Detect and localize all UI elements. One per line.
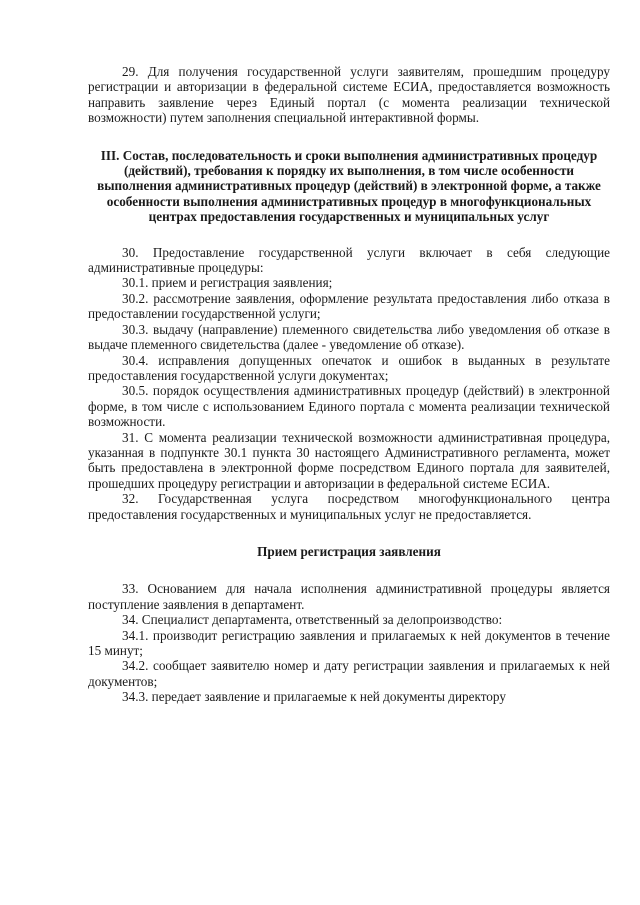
paragraph-32: 32. Государственная услуга посредством многофункционального центра предоставления государственных и муниципальных услуг не предоставляется. <box>88 491 610 522</box>
paragraph-34-2: 34.2. сообщает заявителю номер и дату регистрации заявления и прилагаемых к ней документов; <box>88 658 610 689</box>
paragraph-34-3: 34.3. передает заявление и прилагаемые к ней документы директору <box>122 689 506 705</box>
paragraph-34-1: 34.1. производит регистрацию заявления и прилагаемых к ней документов в течение 15 минут; <box>88 627 610 658</box>
paragraph-30-4: 30.4. исправления допущенных опечаток и ошибок в выданных в результате предоставления государственной услуги документах; <box>88 352 610 383</box>
paragraph-33: 33. Основанием для начала исполнения административной процедуры является поступление заявления в департамент. <box>88 581 610 612</box>
paragraph-30-1: 30.1. прием и регистрация заявления; <box>122 275 333 291</box>
paragraph-30-5: 30.5. порядок осуществления административных процедур (действий) в электронной форме, в том числе с использованием Единого портала с момента реализации технической возможности. <box>88 383 610 430</box>
paragraph-34: 34. Специалист департамента, ответственный за делопроизводство: <box>122 612 503 628</box>
reception-heading: Прием регистрация заявления <box>257 543 441 559</box>
paragraph-30-3: 30.3. выдачу (направление) племенного свидетельства либо уведомления об отказе в выдаче племенного свидетельства (далее - уведомление об отказе). <box>88 321 610 353</box>
spacer <box>88 522 610 544</box>
spacer <box>88 126 610 148</box>
paragraph-29: 29. Для получения государственной услуги заявителям, прошедшим процедуру регистрации и авторизации в федеральной системе ЕСИА, предоставляется возможность направить заявление через Единый портал (с момента реализации технической возможности) путем заполнения специальной интерактивной формы. <box>88 64 610 126</box>
paragraph-31: 31. С момента реализации технической возможности административная процедура, указанная в подпункте 30.1 пункта 30 настоящего Административного регламента, может быть предоставлена в электронной форме посредством Единого портала для заявителей, прошедших процедуру регистрации и авторизации в федеральной системе ЕСИА. <box>88 429 610 491</box>
paragraph-30: 30. Предоставление государственной услуги включает в себя следующие административные процедуры: <box>88 244 610 276</box>
spacer <box>88 559 610 581</box>
spacer <box>88 225 610 245</box>
paragraph-30-2: 30.2. рассмотрение заявления, оформление результата предоставления либо отказа в предоставлении государственной услуги; <box>88 290 610 322</box>
section-3-heading: III. Состав, последовательность и сроки выполнения административных процедур (действий), требования к порядку их выполнения, в том числе особенности выполнения административных процедур (действий) в электронной форме, а также особенности выполнения административных процедур в многофункциональных центрах предоставления государственных и муниципальных услуг <box>97 147 601 225</box>
